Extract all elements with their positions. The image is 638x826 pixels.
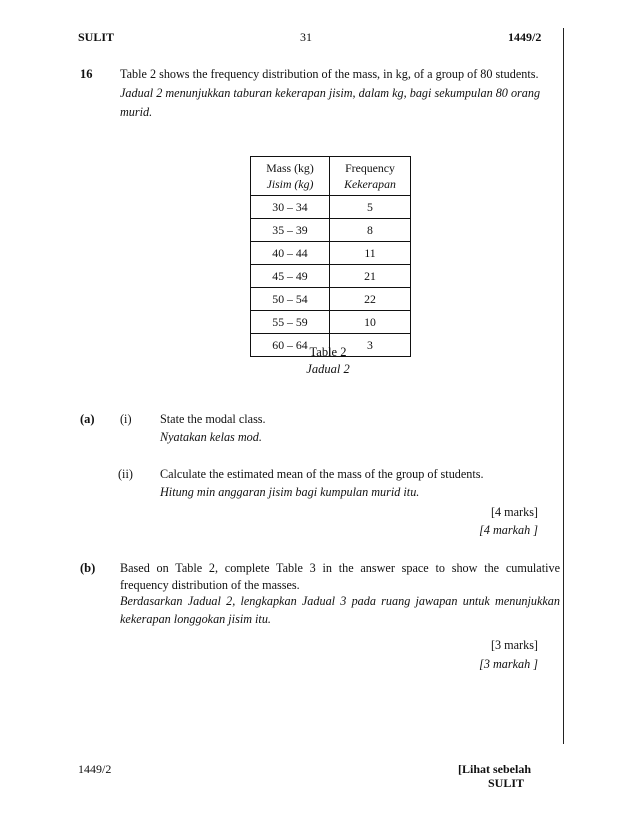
header-right: 1449/2 xyxy=(508,30,542,44)
part-a-label: (a) xyxy=(80,412,95,426)
table-row xyxy=(251,288,411,311)
table-row xyxy=(251,242,411,265)
question-intro-ms-line2: murid. xyxy=(120,105,153,119)
part-a-i-label: (i) xyxy=(120,412,132,426)
mass-cell: 55 – 59 xyxy=(251,311,330,334)
frequency-cell: 21 xyxy=(330,265,411,288)
frequency-cell: 8 xyxy=(330,219,411,242)
part-b-marks-ms: [3 markah ] xyxy=(479,657,538,671)
frequency-cell: 11 xyxy=(330,242,411,265)
table-row xyxy=(251,265,411,288)
mass-cell: 50 – 54 xyxy=(251,288,330,311)
part-a-ii-label: (ii) xyxy=(118,467,133,481)
table-header-row xyxy=(251,157,411,196)
part-b-ms-line2: kekerapan longgokan jisim itu. xyxy=(120,612,271,626)
frequency-cell: 3 xyxy=(330,334,411,357)
header-mass-en: Mass (kg) xyxy=(266,161,314,175)
footer-sulit: SULIT xyxy=(488,776,525,790)
table-row xyxy=(251,311,411,334)
footer-left: 1449/2 xyxy=(78,762,112,776)
frequency-cell: 22 xyxy=(330,288,411,311)
question-intro-en: Table 2 shows the frequency distribution of the mass, in kg, of a group of 80 students. xyxy=(120,67,539,81)
header-left: SULIT xyxy=(78,30,115,44)
part-a-i-en: State the modal class. xyxy=(160,412,266,426)
part-a-marks-ms: [4 markah ] xyxy=(479,523,538,537)
table-caption-ms: Jadual 2 xyxy=(306,362,350,376)
footer-next-page: [Lihat sebelah xyxy=(458,762,532,776)
part-b-marks-en: [3 marks] xyxy=(490,638,538,652)
part-a-ii-ms: Hitung min anggaran jisim bagi kumpulan murid itu. xyxy=(160,485,420,499)
part-b-label: (b) xyxy=(80,561,96,575)
margin-line xyxy=(563,28,564,744)
table-row xyxy=(251,219,411,242)
mass-cell: 40 – 44 xyxy=(251,242,330,265)
header-mass-ms: Jisim (kg) xyxy=(266,177,314,191)
frequency-cell: 5 xyxy=(330,196,411,219)
question-intro-ms-line1: Jadual 2 menunjukkan taburan kekerapan jisim, dalam kg, bagi sekumpulan 80 orang xyxy=(120,86,541,100)
part-b-en-line1: Based on Table 2, complete Table 3 in the answer space to show the cumulative xyxy=(120,561,560,575)
part-b-en-line2: frequency distribution of the masses. xyxy=(120,578,300,592)
page-number: 31 xyxy=(300,30,312,44)
mass-cell: 45 – 49 xyxy=(251,265,330,288)
mass-cell: 30 – 34 xyxy=(251,196,330,219)
part-b-ms-line1: Berdasarkan Jadual 2, lengkapkan Jadual 3 pada ruang jawapan untuk menunjukkan xyxy=(120,594,560,608)
part-a-i-ms: Nyatakan kelas mod. xyxy=(160,430,262,444)
mass-cell: 35 – 39 xyxy=(251,219,330,242)
table-caption-en: Table 2 xyxy=(309,345,347,359)
question-number: 16 xyxy=(80,67,93,81)
header-mass xyxy=(251,157,330,196)
part-a-marks-en: [4 marks] xyxy=(490,505,538,519)
frequency-table xyxy=(250,156,411,357)
table-row xyxy=(251,196,411,219)
header-frequency xyxy=(330,157,411,196)
header-frequency-en: Frequency xyxy=(345,161,395,175)
header-frequency-ms: Kekerapan xyxy=(344,177,396,191)
frequency-cell: 10 xyxy=(330,311,411,334)
part-a-ii-en: Calculate the estimated mean of the mass of the group of students. xyxy=(160,467,484,481)
mass-cell: 60 – 64 xyxy=(251,334,330,357)
